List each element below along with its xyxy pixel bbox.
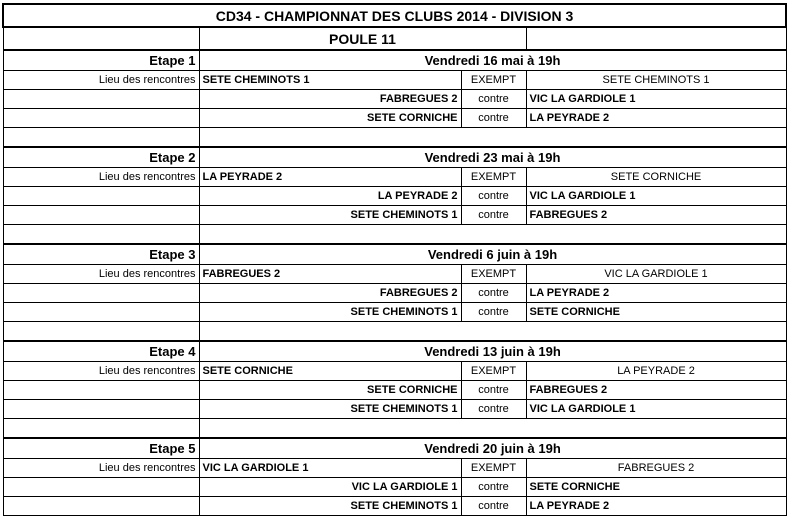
match-spacer bbox=[3, 284, 199, 303]
page-title: CD34 - CHAMPIONNAT DES CLUBS 2014 - DIVISION 3 bbox=[3, 4, 786, 27]
lieu-value: VIC LA GARDIOLE 1 bbox=[199, 459, 461, 478]
home-team: SETE CHEMINOTS 1 bbox=[199, 497, 461, 516]
home-team: SETE CHEMINOTS 1 bbox=[199, 206, 461, 225]
home-team: LA PEYRADE 2 bbox=[199, 187, 461, 206]
separator-row bbox=[3, 322, 786, 342]
blank-cell bbox=[199, 419, 786, 439]
etape-header bbox=[3, 244, 786, 265]
lieu-label: Lieu des rencontres bbox=[3, 168, 199, 187]
away-team: SETE CORNICHE bbox=[526, 303, 786, 322]
match-row bbox=[3, 381, 786, 400]
exempt-label: EXEMPT bbox=[461, 71, 526, 90]
lieu-row bbox=[3, 459, 786, 478]
etape-header bbox=[3, 341, 786, 362]
away-team: VIC LA GARDIOLE 1 bbox=[526, 187, 786, 206]
away-team: VIC LA GARDIOLE 1 bbox=[526, 400, 786, 419]
match-spacer bbox=[3, 90, 199, 109]
contre-label: contre bbox=[461, 381, 526, 400]
match-row bbox=[3, 478, 786, 497]
etape-date: Vendredi 20 juin à 19h bbox=[199, 438, 786, 459]
blank-cell bbox=[3, 128, 199, 148]
match-row bbox=[3, 284, 786, 303]
exempt-team: FABREGUES 2 bbox=[526, 459, 786, 478]
exempt-label: EXEMPT bbox=[461, 459, 526, 478]
match-row bbox=[3, 109, 786, 128]
lieu-row bbox=[3, 71, 786, 90]
contre-label: contre bbox=[461, 284, 526, 303]
contre-label: contre bbox=[461, 90, 526, 109]
lieu-label: Lieu des rencontres bbox=[3, 265, 199, 284]
contre-label: contre bbox=[461, 303, 526, 322]
separator-row bbox=[3, 225, 786, 245]
home-team: SETE CORNICHE bbox=[199, 381, 461, 400]
home-team: SETE CHEMINOTS 1 bbox=[199, 400, 461, 419]
etape-label: Etape 1 bbox=[3, 50, 199, 71]
lieu-row bbox=[3, 168, 786, 187]
match-spacer bbox=[3, 381, 199, 400]
exempt-label: EXEMPT bbox=[461, 265, 526, 284]
exempt-label: EXEMPT bbox=[461, 168, 526, 187]
exempt-team: LA PEYRADE 2 bbox=[526, 362, 786, 381]
blank-cell bbox=[199, 225, 786, 245]
etape-label: Etape 3 bbox=[3, 244, 199, 265]
exempt-team: VIC LA GARDIOLE 1 bbox=[526, 265, 786, 284]
home-team: FABREGUES 2 bbox=[199, 90, 461, 109]
schedule-table bbox=[2, 3, 787, 516]
etape-header bbox=[3, 438, 786, 459]
exempt-label: EXEMPT bbox=[461, 362, 526, 381]
contre-label: contre bbox=[461, 206, 526, 225]
blank-cell bbox=[3, 419, 199, 439]
poule-row bbox=[3, 27, 786, 50]
contre-label: contre bbox=[461, 478, 526, 497]
match-row bbox=[3, 400, 786, 419]
lieu-row bbox=[3, 265, 786, 284]
away-team: LA PEYRADE 2 bbox=[526, 497, 786, 516]
blank-cell bbox=[199, 322, 786, 342]
match-spacer bbox=[3, 400, 199, 419]
lieu-label: Lieu des rencontres bbox=[3, 362, 199, 381]
match-spacer bbox=[3, 206, 199, 225]
etape-header bbox=[3, 147, 786, 168]
poule-label: POULE 11 bbox=[199, 27, 526, 50]
contre-label: contre bbox=[461, 400, 526, 419]
home-team: VIC LA GARDIOLE 1 bbox=[199, 478, 461, 497]
separator-row bbox=[3, 419, 786, 439]
etape-label: Etape 2 bbox=[3, 147, 199, 168]
match-row bbox=[3, 303, 786, 322]
etape-date: Vendredi 13 juin à 19h bbox=[199, 341, 786, 362]
home-team: FABREGUES 2 bbox=[199, 284, 461, 303]
home-team: SETE CHEMINOTS 1 bbox=[199, 303, 461, 322]
match-spacer bbox=[3, 478, 199, 497]
lieu-value: LA PEYRADE 2 bbox=[199, 168, 461, 187]
blank-cell bbox=[199, 128, 786, 148]
etape-date: Vendredi 16 mai à 19h bbox=[199, 50, 786, 71]
match-spacer bbox=[3, 303, 199, 322]
contre-label: contre bbox=[461, 109, 526, 128]
lieu-label: Lieu des rencontres bbox=[3, 71, 199, 90]
etape-date: Vendredi 6 juin à 19h bbox=[199, 244, 786, 265]
away-team: FABREGUES 2 bbox=[526, 206, 786, 225]
title-row bbox=[3, 4, 786, 27]
contre-label: contre bbox=[461, 187, 526, 206]
match-spacer bbox=[3, 187, 199, 206]
away-team: FABREGUES 2 bbox=[526, 381, 786, 400]
lieu-value: SETE CORNICHE bbox=[199, 362, 461, 381]
etape-date: Vendredi 23 mai à 19h bbox=[199, 147, 786, 168]
etape-label: Etape 4 bbox=[3, 341, 199, 362]
away-team: LA PEYRADE 2 bbox=[526, 109, 786, 128]
lieu-value: FABREGUES 2 bbox=[199, 265, 461, 284]
etape-label: Etape 5 bbox=[3, 438, 199, 459]
blank-cell bbox=[3, 225, 199, 245]
match-row bbox=[3, 187, 786, 206]
away-team: LA PEYRADE 2 bbox=[526, 284, 786, 303]
exempt-team: SETE CORNICHE bbox=[526, 168, 786, 187]
match-row bbox=[3, 90, 786, 109]
lieu-row bbox=[3, 362, 786, 381]
away-team: VIC LA GARDIOLE 1 bbox=[526, 90, 786, 109]
home-team: SETE CORNICHE bbox=[199, 109, 461, 128]
separator-row bbox=[3, 128, 786, 148]
etape-header bbox=[3, 50, 786, 71]
lieu-label: Lieu des rencontres bbox=[3, 459, 199, 478]
blank-cell bbox=[3, 322, 199, 342]
lieu-value: SETE CHEMINOTS 1 bbox=[199, 71, 461, 90]
match-spacer bbox=[3, 109, 199, 128]
exempt-team: SETE CHEMINOTS 1 bbox=[526, 71, 786, 90]
contre-label: contre bbox=[461, 497, 526, 516]
away-team: SETE CORNICHE bbox=[526, 478, 786, 497]
match-row bbox=[3, 206, 786, 225]
